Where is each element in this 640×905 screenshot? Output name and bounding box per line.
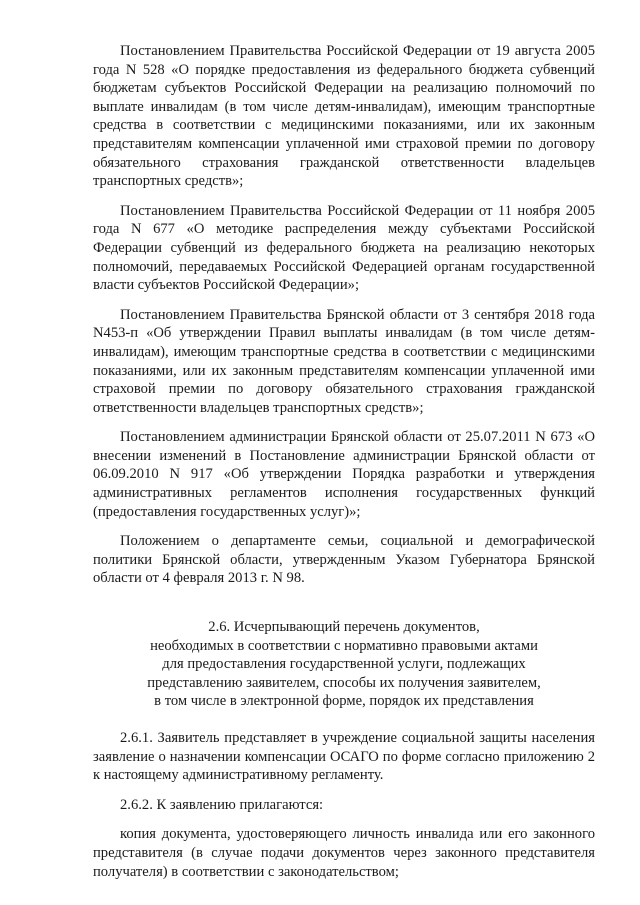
paragraph-department-regulation: Положением о департаменте семьи, социальной и демографической политики Брянской области, утвержденным Указом Губернатора Брянской области от 4 февраля 2013 г. N 98.: [93, 533, 595, 587]
section-heading-line: необходимых в соответствии с нормативно правовыми актами: [150, 637, 538, 654]
paragraph-decree-673: Постановлением администрации Брянской области от 25.07.2011 N 673 «О внесении изменений в Постановление администрации Брянской области от 06.09.2010 N 917 «Об утверждении Порядка разработки и утверждения административных регламентов исполнения государственных функций (предоставления государственных услуг)»;: [93, 429, 595, 520]
section-heading-2-6: [93, 618, 595, 711]
paragraph-identity-copy: копия документа, удостоверяющего личность инвалида или его законного представителя (в случае подачи документов через законного представителя получателя) в соответствии с законодательством;: [93, 826, 595, 880]
section-heading-line: представлению заявителем, способы их получения заявителем,: [147, 674, 541, 691]
paragraph-2-6-2: 2.6.2. К заявлению прилагаются:: [120, 796, 324, 813]
document-page: [93, 42, 595, 881]
paragraph-decree-453: Постановлением Правительства Брянской области от 3 сентября 2018 года N453-п «Об утверждении Правил выплаты инвалидам (в том числе детям-инвалидам), имеющим транспортные средства в соответствии с медицинскими показаниями, или их законным представителям компенсации уплаченной ими страховой премии по договору обязательного страхования гражданской ответственности владельцев транспортных средств»;: [93, 306, 595, 416]
paragraph-decree-528: Постановлением Правительства Российской Федерации от 19 августа 2005 года N 528 «О порядке предоставления из федерального бюджета субвенций бюджетам субъектов Российской Федерации на реализацию полномочий по выплате инвалидам (в том числе детям-инвалидам), имеющим транспортные средства в соответствии с медицинскими показаниями, или их законным представителям компенсации уплаченной ими страховой премии по договору обязательного страхования гражданской ответственности владельцев транспортных средств»;: [93, 43, 595, 190]
section-heading-line: для предоставления государственной услуги, подлежащих: [162, 656, 526, 673]
section-heading-line: в том числе в электронной форме, порядок их представления: [154, 693, 534, 710]
paragraph-decree-677: Постановлением Правительства Российской Федерации от 11 ноября 2005 года N 677 «О методике распределения между субъектами Российской Федерации субвенций из федерального бюджета на реализацию некоторых полномочий, передаваемых Российской Федерацией органам государственной власти субъектов Российской Федерации»;: [93, 202, 595, 294]
paragraph-2-6-1: 2.6.1. Заявитель представляет в учреждение социальной защиты населения заявление о назначении компенсации ОСАГО по форме согласно приложению 2 к настоящему административному регламенту.: [93, 730, 595, 784]
section-heading-line: 2.6. Исчерпывающий перечень документов,: [208, 619, 480, 636]
